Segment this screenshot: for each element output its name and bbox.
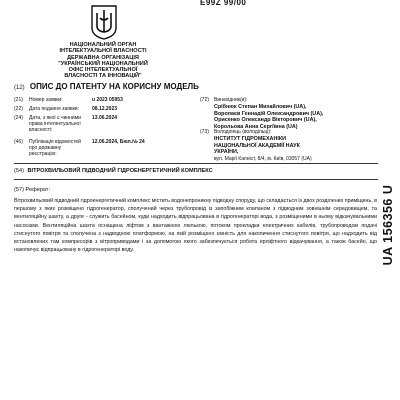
- owner-name: НАЦІОНАЛЬНОЇ АКАДЕМІЇ НАУК: [214, 142, 300, 149]
- divider: [14, 163, 378, 164]
- inventor-name: Воропаєв Геннадій Олександрович (UA),: [214, 110, 324, 117]
- owner-address: вул. Марії Капніст, 8/4, м. Київ, 03057 (UA): [214, 155, 312, 162]
- inventor-name: Срібнюк Степан Михайлович (UA),: [214, 104, 307, 110]
- owner-name: ІНСТИТУТ ГІДРОМЕХАНІКИ: [214, 136, 286, 142]
- agency-line: ДЕРЖАВНА ОРГАНІЗАЦІЯ: [67, 54, 139, 61]
- utility-model-title: (54) ВІТРОХВИЛЬОВИЙ ПІДВОДНИЙ ГІДРОЕНЕРГЕТИЧНИЙ КОМПЛЕКС: [14, 168, 213, 174]
- agency-line: ВЛАСНОСТІ ТА ІННОВАЦІЙ": [64, 73, 142, 80]
- agency-block: [38, 42, 168, 80]
- inventor-name: Орисенко Олександр Вікторович (UA),: [214, 117, 317, 124]
- abstract-text: Вітрохвильовий підводний гідроенергетичний комплекс містить водонепроникну підводну споруду, що складається із двох розділених приміщень, в першому з яких розміщено гідрогенератор, сполучений через трубопровід із запобіжним клапаном з підводним зовнішнім середовищем, та вентиляційну шахту, а друге - служить басейном, куди надходить відпрацьована в гідрогенераторі вода, з розміщеними в ньому відкачувальними насосами. Вентиляційна шахта оснащена ліфтом з вантажною люлькою, потоком прокладки електричних кабелів, трубопроводом подачі стиснутого повітря та сполучена з надводною платформою, на якій розміщено ємність для накопичення стиснутого повітря, що надходить від встановлених там компресорів з вітроприводами і за допомогою якого забезпечується робота ерліфтного відкачування, а також басейн, що накопичує відпрацьовану в гідрогенераторі воду.: [14, 198, 377, 254]
- document-kind: [14, 82, 199, 91]
- owner-name: УКРАЇНИ,: [214, 149, 239, 156]
- agency-line: "УКРАЇНСЬКИЙ НАЦІОНАЛЬНИЙ: [58, 60, 148, 67]
- divider: [14, 179, 378, 180]
- agency-line: ІНТЕЛЕКТУАЛЬНОЇ ВЛАСНОСТІ: [59, 48, 147, 55]
- document-kind-title: ОПИС ДО ПАТЕНТУ НА КОРИСНУ МОДЕЛЬ: [29, 82, 199, 91]
- abstract-heading: (57) Реферат:: [14, 187, 51, 193]
- classification-code: E99Z 99/00: [200, 0, 247, 7]
- trident-emblem-icon: [84, 4, 124, 40]
- agency-line: ОФІС ІНТЕЛЕКТУАЛЬНОЇ: [68, 67, 138, 74]
- document-kind-code: (12): [14, 85, 25, 91]
- inventor-name: Корольова Анна Сергіївна (UA): [214, 123, 298, 130]
- patent-number-vertical: UA 156356 U: [381, 184, 395, 266]
- agency-line: НАЦІОНАЛЬНИЙ ОРГАН: [69, 42, 137, 48]
